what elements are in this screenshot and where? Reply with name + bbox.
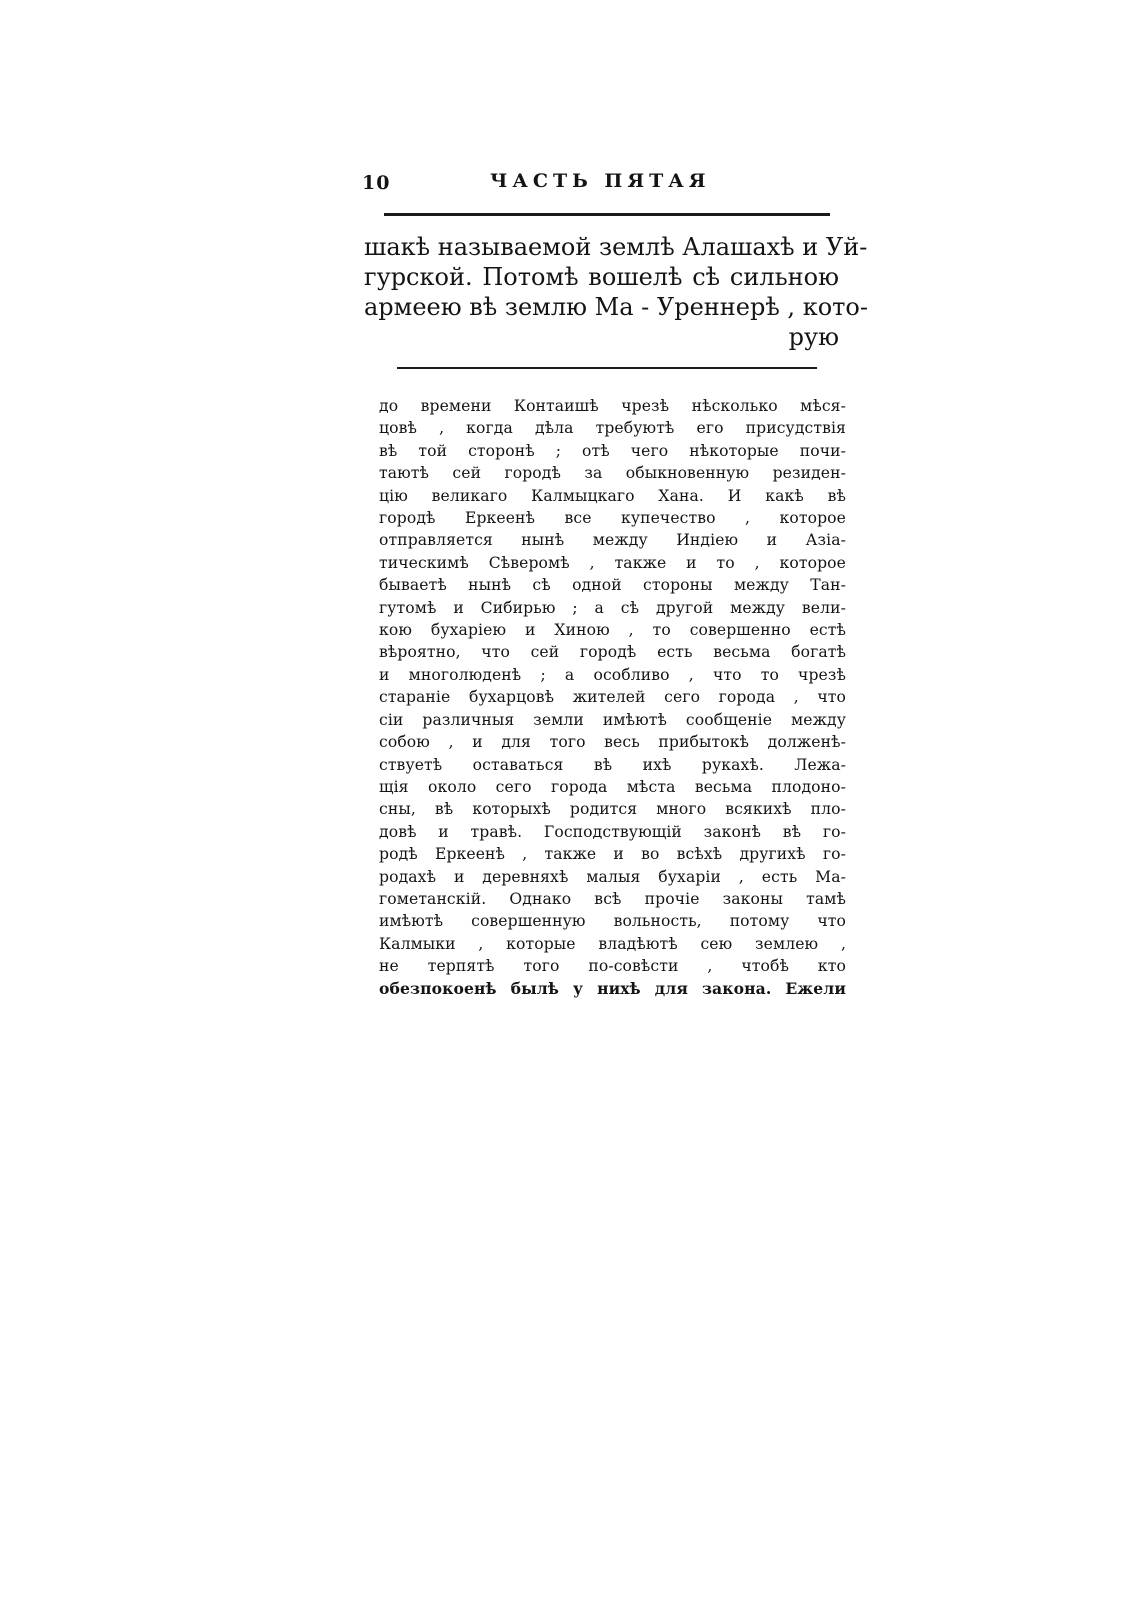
footnote-line: до времени Контаишѣ чрезѣ нѣсколько мѣся- xyxy=(379,397,846,415)
footnote-line: собою , и для того весь прибытокѣ долженѣ- xyxy=(379,733,846,752)
page-number: 10 xyxy=(362,172,391,194)
footnote-line: кою бухаріею и Хиною , то совершенно естѣ xyxy=(379,621,846,640)
footnote-line: гометанскій. Однако всѣ прочіе законы тамѣ xyxy=(379,889,846,908)
header-rule xyxy=(384,213,830,216)
main-text-line: армеею вѣ землю Ма - Уреннерѣ , кото- xyxy=(364,293,868,321)
footnote-line: родахѣ и деревняхѣ малыя бухаріи , есть Ма- xyxy=(379,867,846,886)
footnote-line: городѣ Еркеенѣ все купечество , которое xyxy=(379,509,846,528)
footnote-line: сны, вѣ которыхѣ родится много всякихѣ пло- xyxy=(379,800,846,819)
footnote-line: щія около сего города мѣста весьма плодоно- xyxy=(379,777,846,796)
footnote-line: довѣ и травѣ. Господствующій законѣ вѣ го- xyxy=(379,822,846,841)
footnote-line: и многолюденѣ ; а особливо , что то чрезѣ xyxy=(379,665,846,684)
catchword: рую xyxy=(788,323,839,351)
footnote-line: цію великаго Калмыцкаго Хана. И какѣ вѣ xyxy=(379,486,846,505)
footnote-line: имѣютѣ совершенную вольность, потому что xyxy=(379,912,846,931)
footnote-line: гутомѣ и Сибирью ; а сѣ другой между вели- xyxy=(379,598,846,617)
footnote-line: цовѣ , когда дѣла требуютѣ его присудствія xyxy=(379,419,846,438)
footnote-line: таютѣ сей городѣ за обыкновенную резиден- xyxy=(379,464,846,483)
footnote-line: отправляется нынѣ между Индіею и Азіа- xyxy=(379,531,846,550)
footnote-line: сіи различныя земли имѣютѣ сообщеніе между xyxy=(379,710,846,729)
footnote-line: стараніе бухарцовѣ жителей сего города , что xyxy=(379,688,846,707)
footnote-line: родѣ Еркеенѣ , также и во всѣхѣ другихѣ го- xyxy=(379,845,846,864)
running-head: ЧАСТЬ ПЯТАЯ xyxy=(490,170,711,192)
footnote-line: вѣ той сторонѣ ; отѣ чего нѣкоторые почи- xyxy=(379,441,846,460)
footnote-separator xyxy=(397,367,817,369)
footnote-block xyxy=(379,395,846,1000)
footnote-line: не терпятѣ того по-совѣсти , чтобѣ кто xyxy=(379,957,846,976)
main-text-block xyxy=(364,232,868,352)
footnote-line: Калмыки , которые владѣютѣ сею землею , xyxy=(379,934,846,953)
main-text-line: гурской. Потомѣ вошелѣ сѣ сильною xyxy=(364,263,839,291)
footnote-line: обезпокоенѣ былѣ у нихѣ для закона. Ежели xyxy=(379,978,846,998)
footnote-line: тическимѣ Сѣверомѣ , также и то , которое xyxy=(379,553,846,572)
footnote-line: вѣроятно, что сей городѣ есть весьма богатѣ xyxy=(379,643,846,662)
footnote-line: ствуетѣ оставаться вѣ ихѣ рукахѣ. Лежа- xyxy=(379,755,846,774)
main-text-line: шакѣ называемой землѣ Алашахѣ и Уй- xyxy=(364,233,868,261)
footnote-line: бываетѣ нынѣ сѣ одной стороны между Тан- xyxy=(379,576,846,595)
